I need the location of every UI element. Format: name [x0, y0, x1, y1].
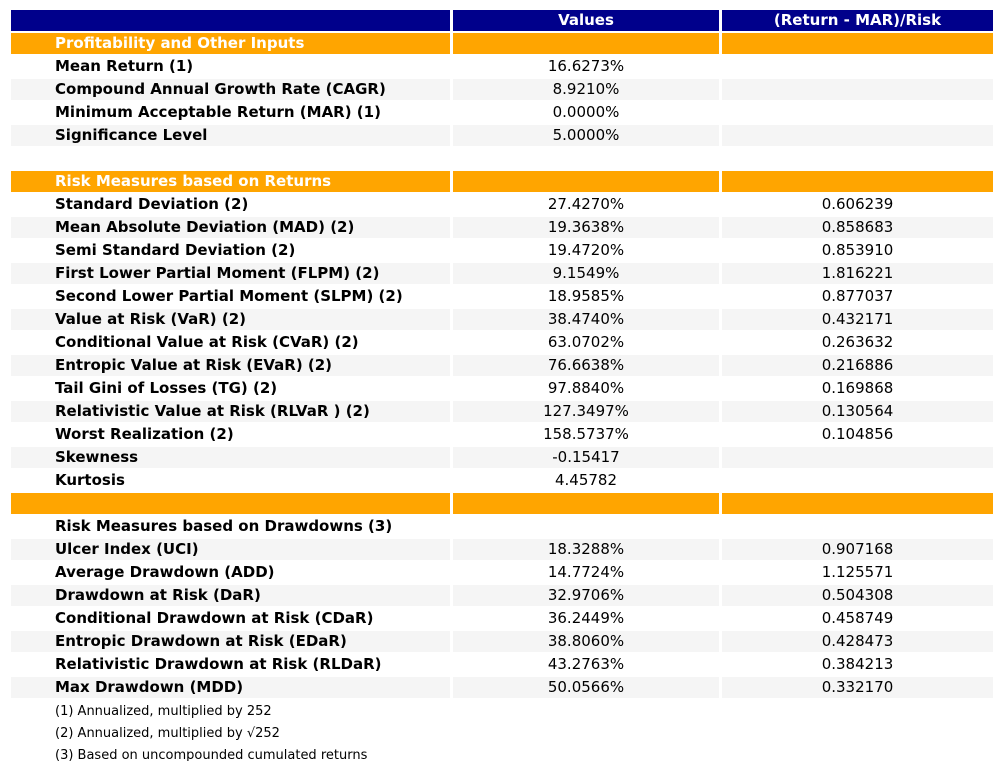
- metric-value-cell: 8.9210%: [453, 79, 719, 100]
- metric-value-cell: 14.7724%: [453, 562, 719, 583]
- metric-ratio-cell: 0.130564: [722, 401, 993, 422]
- footnote: (3) Based on uncompounded cumulated returns: [55, 748, 368, 761]
- metric-row: [11, 631, 993, 652]
- metric-value-cell: 27.4270%: [453, 194, 719, 215]
- metric-label-cell: Compound Annual Growth Rate (CAGR): [11, 79, 450, 100]
- metric-value-cell: 127.3497%: [453, 401, 719, 422]
- metric-ratio-cell: 0.104856: [722, 424, 993, 445]
- section-header-row: [11, 493, 993, 514]
- metric-row: [11, 608, 993, 629]
- metric-label-cell: Value at Risk (VaR) (2): [11, 309, 450, 330]
- metric-row: [11, 677, 993, 698]
- metric-ratio-cell: [722, 470, 993, 491]
- metric-row: [11, 332, 993, 353]
- metric-ratio-cell: 0.384213: [722, 654, 993, 675]
- metric-label-cell: [11, 493, 450, 514]
- metric-label-cell: Risk Measures based on Returns: [11, 171, 450, 192]
- metric-value-cell: 16.6273%: [453, 56, 719, 77]
- metric-ratio-cell: 0.504308: [722, 585, 993, 606]
- metric-ratio-cell: [722, 171, 993, 192]
- metric-value-cell: 50.0566%: [453, 677, 719, 698]
- metric-value-cell: 38.8060%: [453, 631, 719, 652]
- metric-row: [11, 447, 993, 468]
- metric-label-cell: Max Drawdown (MDD): [11, 677, 450, 698]
- metric-value-cell: [453, 33, 719, 54]
- metric-row: [11, 585, 993, 606]
- footnotes: [8, 700, 996, 761]
- metric-ratio-cell: [722, 125, 993, 146]
- metric-label-cell: Minimum Acceptable Return (MAR) (1): [11, 102, 450, 123]
- metric-label-cell: Relativistic Drawdown at Risk (RLDaR): [11, 654, 450, 675]
- metric-ratio-cell: 0.853910: [722, 240, 993, 261]
- metric-row: [11, 125, 993, 146]
- metric-ratio-cell: [722, 102, 993, 123]
- metric-ratio-cell: [722, 148, 993, 169]
- metric-value-cell: 63.0702%: [453, 332, 719, 353]
- metric-ratio-cell: 0.877037: [722, 286, 993, 307]
- metric-ratio-cell: 0.606239: [722, 194, 993, 215]
- metric-value-cell: 36.2449%: [453, 608, 719, 629]
- metric-label-cell: Relativistic Value at Risk (RLVaR ) (2): [11, 401, 450, 422]
- metric-value-cell: 18.3288%: [453, 539, 719, 560]
- metric-row: [11, 378, 993, 399]
- metric-row: [11, 401, 993, 422]
- metric-ratio-cell: 0.263632: [722, 332, 993, 353]
- metric-ratio-cell: 0.428473: [722, 631, 993, 652]
- metric-row: [11, 355, 993, 376]
- metric-label-cell: First Lower Partial Moment (FLPM) (2): [11, 263, 450, 284]
- metric-label-cell: [11, 148, 450, 169]
- metric-label-cell: Standard Deviation (2): [11, 194, 450, 215]
- metric-ratio-cell: [722, 493, 993, 514]
- metric-value-cell: 43.2763%: [453, 654, 719, 675]
- metric-row: [11, 102, 993, 123]
- metric-label-cell: Average Drawdown (ADD): [11, 562, 450, 583]
- metric-row: [11, 309, 993, 330]
- metric-value-cell: [453, 148, 719, 169]
- metric-row: [11, 654, 993, 675]
- metric-ratio-cell: 0.858683: [722, 217, 993, 238]
- metric-value-cell: 97.8840%: [453, 378, 719, 399]
- metric-label-cell: Tail Gini of Losses (TG) (2): [11, 378, 450, 399]
- metric-value-cell: [453, 493, 719, 514]
- metric-row: [11, 56, 993, 77]
- footnote: (2) Annualized, multiplied by √252: [55, 726, 280, 741]
- metric-value-cell: 18.9585%: [453, 286, 719, 307]
- risk-metrics-table: [8, 8, 996, 700]
- metric-row: [11, 470, 993, 491]
- return-mar-risk-column-header: (Return - MAR)/Risk: [722, 10, 993, 31]
- metric-ratio-cell: [722, 79, 993, 100]
- metric-value-cell: 76.6638%: [453, 355, 719, 376]
- metric-value-cell: 19.4720%: [453, 240, 719, 261]
- metric-ratio-cell: 1.816221: [722, 263, 993, 284]
- metric-row: [11, 286, 993, 307]
- metric-label-cell: Second Lower Partial Moment (SLPM) (2): [11, 286, 450, 307]
- metric-row: [11, 79, 993, 100]
- metric-ratio-cell: [722, 56, 993, 77]
- metric-value-cell: 4.45782: [453, 470, 719, 491]
- metric-label-cell: Worst Realization (2): [11, 424, 450, 445]
- metric-ratio-cell: 0.907168: [722, 539, 993, 560]
- metric-column-header: [11, 10, 450, 31]
- metric-value-cell: 0.0000%: [453, 102, 719, 123]
- metric-value-cell: 9.1549%: [453, 263, 719, 284]
- metric-label-cell: Skewness: [11, 447, 450, 468]
- metric-ratio-cell: [722, 447, 993, 468]
- metric-row: [11, 424, 993, 445]
- metric-label-cell: Ulcer Index (UCI): [11, 539, 450, 560]
- spacer-row: [11, 148, 993, 169]
- metric-ratio-cell: 1.125571: [722, 562, 993, 583]
- metric-value-cell: 5.0000%: [453, 125, 719, 146]
- metric-ratio-cell: 0.432171: [722, 309, 993, 330]
- metric-row: [11, 240, 993, 261]
- metric-value-cell: 19.3638%: [453, 217, 719, 238]
- footnote: (1) Annualized, multiplied by 252: [55, 704, 272, 719]
- metric-label-cell: Risk Measures based on Drawdowns (3): [11, 516, 450, 537]
- metric-ratio-cell: 0.332170: [722, 677, 993, 698]
- metric-label-cell: Entropic Drawdown at Risk (EDaR): [11, 631, 450, 652]
- metric-label-cell: Significance Level: [11, 125, 450, 146]
- metric-row: [11, 263, 993, 284]
- section-header-row: [11, 33, 993, 54]
- metric-label-cell: Semi Standard Deviation (2): [11, 240, 450, 261]
- metric-ratio-cell: [722, 516, 993, 537]
- table-header-row: [11, 10, 993, 31]
- section-header-row: [11, 171, 993, 192]
- metric-ratio-cell: 0.169868: [722, 378, 993, 399]
- metric-ratio-cell: 0.458749: [722, 608, 993, 629]
- metric-row: [11, 217, 993, 238]
- subsection-header-row: [11, 516, 993, 537]
- metric-label-cell: Mean Return (1): [11, 56, 450, 77]
- metric-label-cell: Profitability and Other Inputs: [11, 33, 450, 54]
- metric-ratio-cell: 0.216886: [722, 355, 993, 376]
- metric-value-cell: [453, 171, 719, 192]
- metric-label-cell: Conditional Value at Risk (CVaR) (2): [11, 332, 450, 353]
- metric-value-cell: [453, 516, 719, 537]
- metric-label-cell: Mean Absolute Deviation (MAD) (2): [11, 217, 450, 238]
- metric-value-cell: 158.5737%: [453, 424, 719, 445]
- metric-label-cell: Conditional Drawdown at Risk (CDaR): [11, 608, 450, 629]
- metric-value-cell: -0.15417: [453, 447, 719, 468]
- metric-ratio-cell: [722, 33, 993, 54]
- metric-row: [11, 539, 993, 560]
- metric-label-cell: Drawdown at Risk (DaR): [11, 585, 450, 606]
- metric-value-cell: 38.4740%: [453, 309, 719, 330]
- values-column-header: Values: [453, 10, 719, 31]
- metric-label-cell: Entropic Value at Risk (EVaR) (2): [11, 355, 450, 376]
- metric-row: [11, 194, 993, 215]
- metric-value-cell: 32.9706%: [453, 585, 719, 606]
- metric-label-cell: Kurtosis: [11, 470, 450, 491]
- metric-row: [11, 562, 993, 583]
